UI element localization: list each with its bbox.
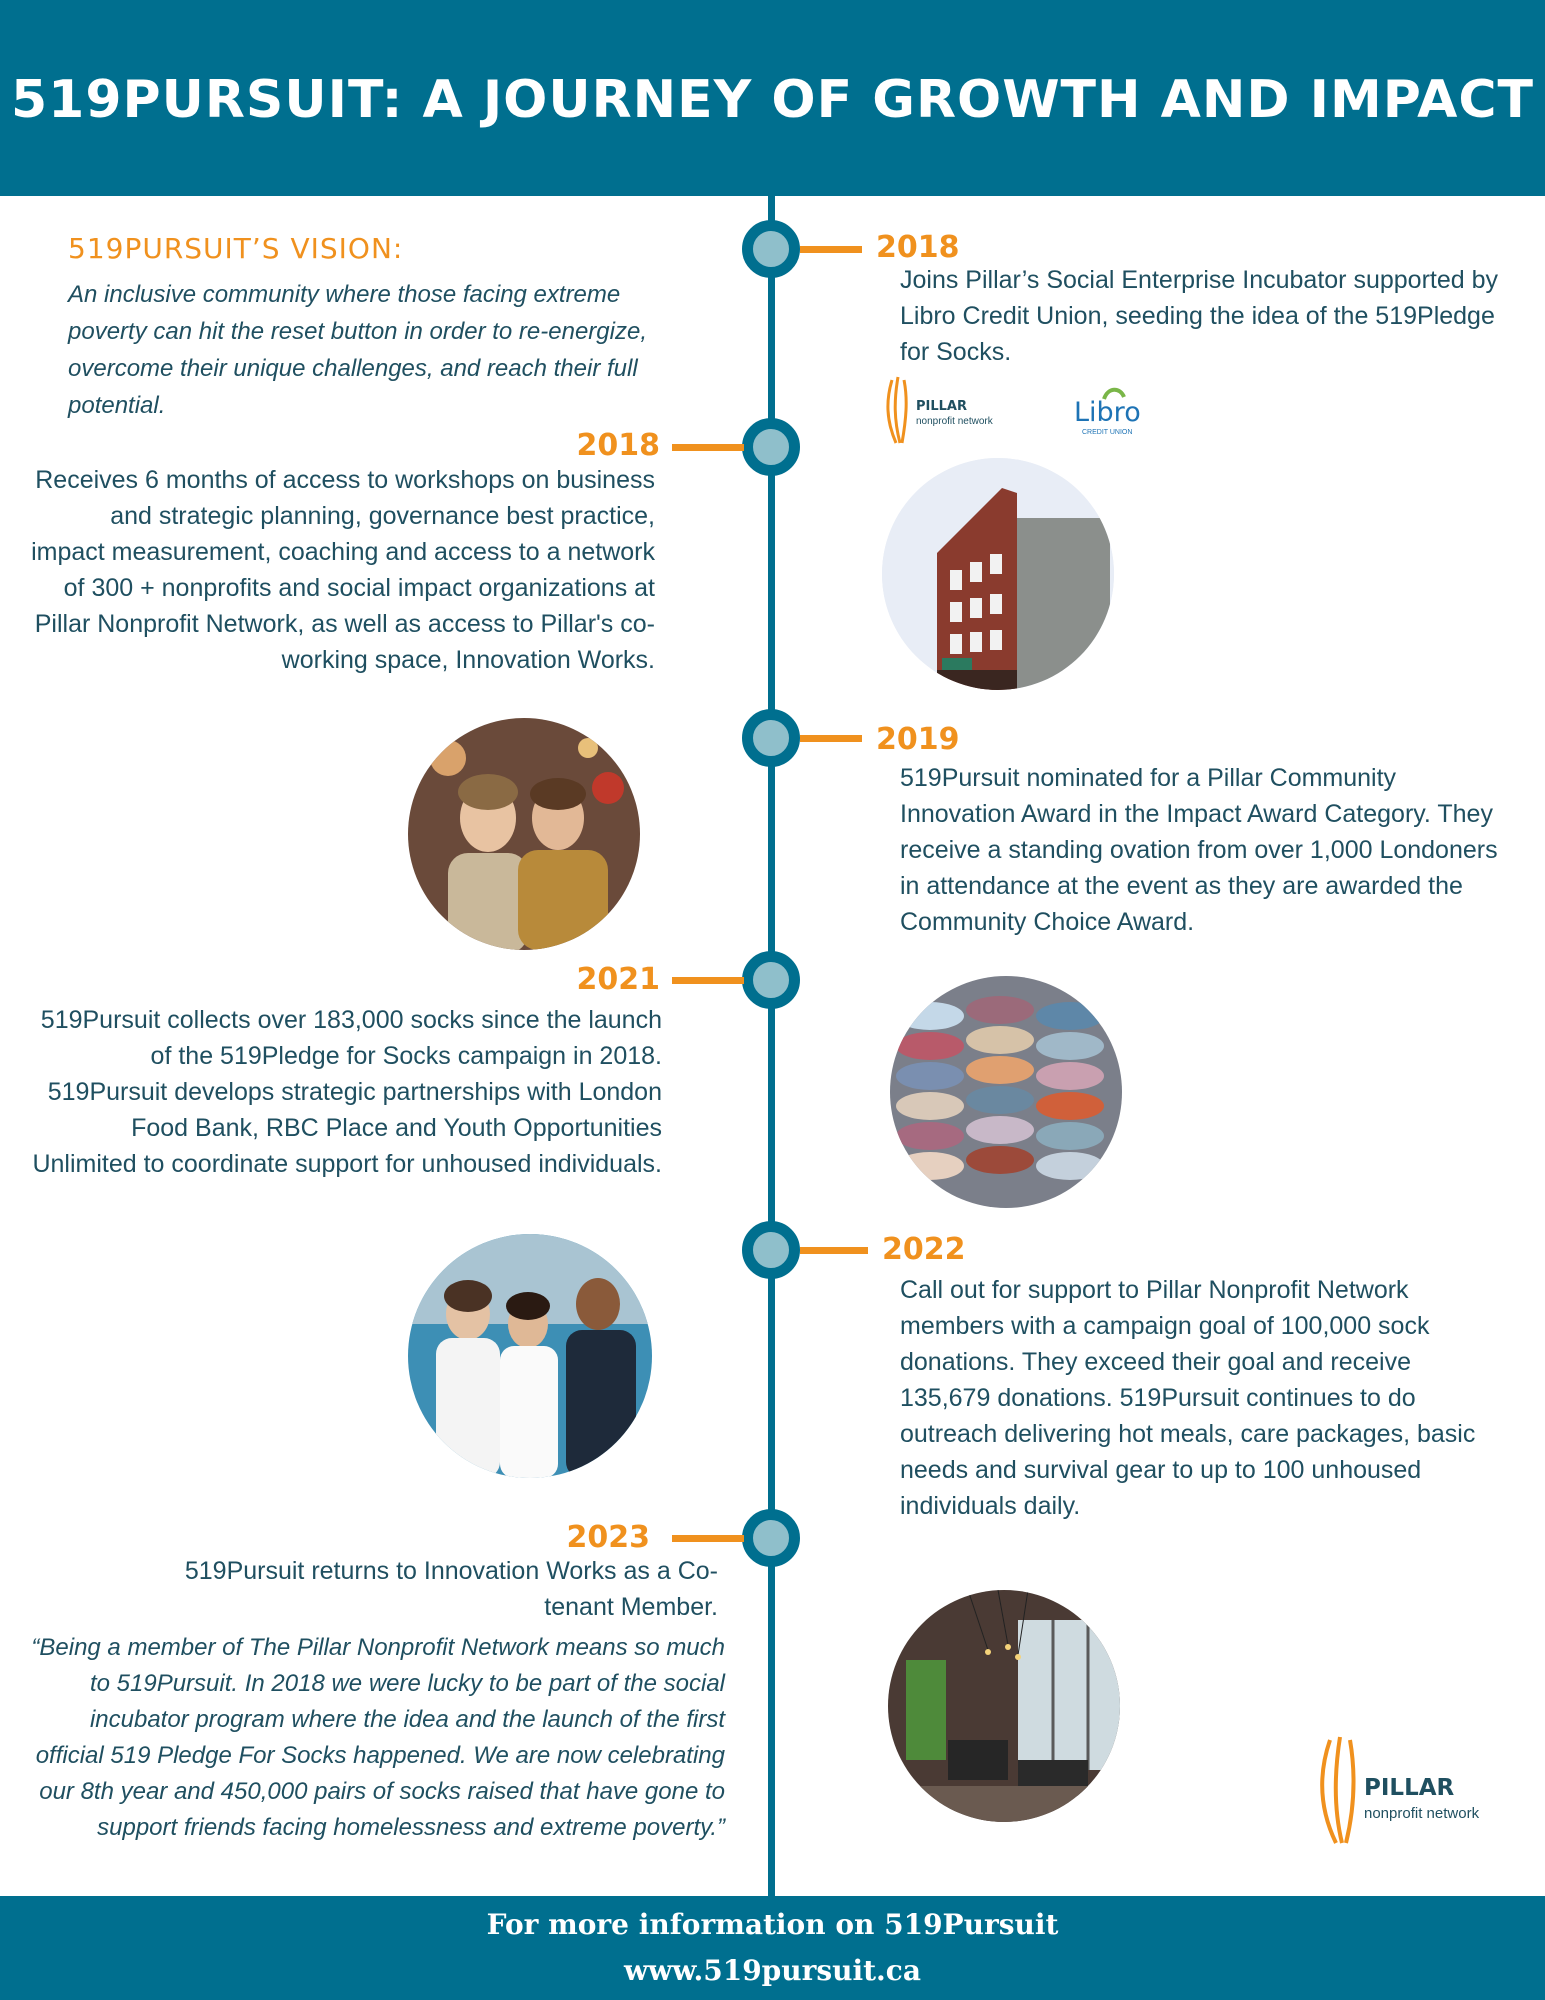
timeline-connector	[672, 444, 744, 451]
timeline-node	[742, 1221, 800, 1279]
timeline-node	[742, 418, 800, 476]
milestone-year: 2023	[566, 1520, 650, 1555]
milestone-text: 519Pursuit nominated for a Pillar Community Innovation Award in the Impact Award Category. They receive a standing ovation from over 1,000 Londoners in attendance at the event as they are awarded the Community Choice Award.	[900, 764, 1498, 936]
milestone-year: 2019	[876, 722, 960, 757]
pillar-logo-large	[1310, 1735, 1500, 1845]
milestone-year: 2022	[882, 1232, 966, 1267]
socks-illustration	[890, 976, 1122, 1208]
building-illustration	[882, 458, 1114, 690]
networking-illustration	[408, 1234, 652, 1478]
innovation-works-building-photo	[882, 458, 1114, 690]
milestone-text: Joins Pillar’s Social Enterprise Incubator supported by Libro Credit Union, seeding the idea of the 519Pledge for Socks.	[900, 266, 1498, 366]
vision-title: 519PURSUIT’S VISION:	[68, 232, 404, 265]
milestone-year: 2018	[876, 230, 960, 265]
socks-photo	[890, 976, 1122, 1208]
timeline-connector	[800, 1247, 868, 1254]
milestone-text: Call out for support to Pillar Nonprofit Network members with a campaign goal of 100,000 sock donations. They exceed their goal and receive 135,679 donations. 519Pursuit continues to do outreach delivering hot meals, care packages, basic needs and survival gear to up to 100 unhoused individuals daily.	[900, 1276, 1476, 1520]
pillar-logo-sub: nonprofit network	[916, 416, 993, 427]
libro-logo-sub: CREDIT UNION	[1082, 429, 1133, 436]
pillar-logo	[880, 375, 993, 445]
milestone-text: 519Pursuit collects over 183,000 socks since the launch of the 519Pledge for Socks campaign in 2018. 519Pursuit develops strategic partnerships with London Food Bank, RBC Place and Youth Opportunities Unlimited to coordinate support for unhoused individuals.	[32, 1006, 662, 1178]
milestone-year: 2018	[576, 428, 660, 463]
pillar-logo-name: PILLAR	[916, 399, 968, 414]
footer-website-link[interactable]: www.519pursuit.ca	[623, 1954, 921, 1987]
header-banner	[0, 0, 1545, 196]
timeline-connector	[800, 735, 862, 742]
timeline-connector	[800, 246, 862, 253]
pillar-mark-icon	[1310, 1735, 1370, 1845]
award-photo	[408, 718, 640, 950]
coworking-space-photo	[888, 1590, 1120, 1822]
page-title: 519PURSUIT: A JOURNEY OF GROWTH AND IMPACT	[11, 70, 1534, 130]
two-people-illustration	[408, 718, 640, 950]
libro-logo	[1068, 385, 1148, 440]
footer-banner	[0, 1896, 1545, 2000]
pillar-logo-large-sub: nonprofit network	[1364, 1805, 1480, 1822]
milestone-text: Receives 6 months of access to workshops on business and strategic planning, governance best practice, impact measurement, coaching and access to a network of 300 + nonprofits and social impact organizations at Pillar Nonprofit Network, as well as access to Pillar's co-working space, Innovation Works.	[31, 466, 655, 674]
libro-logo-name: Libro	[1074, 397, 1141, 428]
milestone-year: 2021	[576, 962, 660, 997]
vision-statement: An inclusive community where those facing extreme poverty can hit the reset button in order to re-energize, overcome their unique challenges, and reach their full potential.	[68, 281, 647, 419]
timeline-connector	[672, 1535, 744, 1542]
footer-info-text: For more information on 519Pursuit	[486, 1908, 1059, 1941]
coworking-illustration	[888, 1590, 1120, 1822]
testimonial-quote: “Being a member of The Pillar Nonprofit Network means so much to 519Pursuit. In 2018 we were lucky to be part of the social incubator program where the idea and the launch of the first official 519 Pledge For Socks happened. We are now celebrating our 8th year and 450,000 pairs of socks raised that have gone to support friends facing homelessness and extreme poverty.”	[31, 1634, 725, 1841]
pillar-logo-large-name: PILLAR	[1364, 1775, 1455, 1801]
timeline-node	[742, 1509, 800, 1567]
timeline-node	[742, 709, 800, 767]
timeline-connector	[672, 977, 744, 984]
milestone-text: 519Pursuit returns to Innovation Works as a Co-tenant Member.	[184, 1557, 718, 1621]
timeline-node	[742, 220, 800, 278]
networking-event-photo	[408, 1234, 652, 1478]
timeline-node	[742, 951, 800, 1009]
